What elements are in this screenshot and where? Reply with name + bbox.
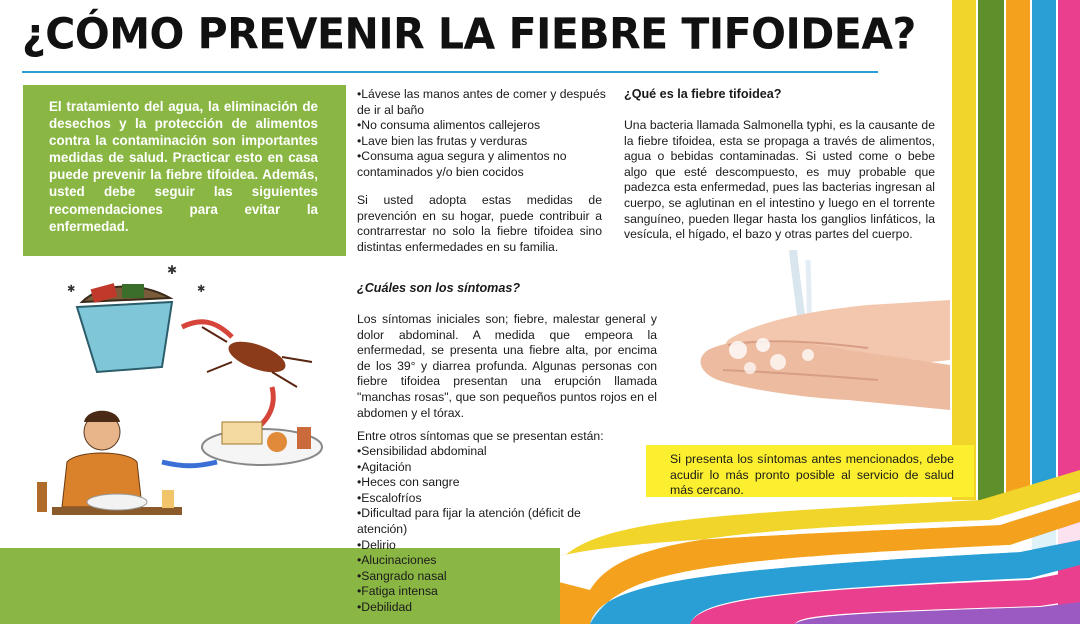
list-item: •Lave bien las frutas y verduras: [357, 133, 528, 148]
list-item: •Debilidad: [357, 599, 413, 614]
list-item: •Dificultad para fijar la atención (déficit de: [357, 506, 581, 521]
svg-text:✱: ✱: [67, 284, 76, 295]
list-item: •Sensibilidad abdominal: [357, 444, 487, 458]
what-is-heading: ¿Qué es la fiebre tifoidea?: [624, 87, 782, 101]
list-item: •No consuma alimentos callejeros: [357, 118, 541, 133]
list-item: •Agitación: [357, 459, 412, 474]
other-symptoms-list: [357, 444, 607, 616]
intro-box: [23, 85, 346, 256]
list-item: •Delirio: [357, 537, 396, 552]
symptoms-paragraph: Los síntomas iniciales son; fiebre, malestar general y dolor abdominal. A medida que empeora la enfermedad, se presenta una fiebre alta, por encima de los 39° y diarrea profunda. Algunas personas con fiebre tifoidea presentan una erupción llamada "manchas rosas", que son pequeños puntos rojos en el abdomen y el tórax.: [357, 312, 657, 420]
list-item: •Lávese las manos antes de comer y después de ir al baño: [357, 87, 606, 117]
other-symptoms-heading: Entre otros síntomas que se presentan están:: [357, 429, 604, 443]
list-item: •Alucinaciones: [357, 553, 437, 568]
symptoms-heading: ¿Cuáles son los síntomas?: [357, 281, 521, 295]
svg-text:✱: ✱: [197, 284, 206, 295]
list-item: •Heces con sangre: [357, 475, 460, 490]
contamination-illustration: [22, 262, 357, 542]
what-is-paragraph: Una bacteria llamada Salmonella typhi, es la causante de la fiebre tifoidea, esta se propaga a través de alimentos, agua o bebidas contaminadas. Si usted come o bebe algo que esté descompuesto, es muy probable que padezca esta enfermedad, pues las bacterias ingresan al cuerpo, se aglutinan en el intestino y luego en el torrente sanguíneo, pueden llegar hasta los ganglios linfáticos, la vesícula, el hígado, el bazo y otras partes del cuerpo.: [624, 118, 935, 242]
list-item: •Escalofríos: [357, 490, 422, 505]
list-item: •Sangrado nasal: [357, 568, 447, 583]
svg-text:✱: ✱: [167, 263, 178, 277]
list-item: •Fatiga intensa: [357, 584, 438, 599]
list-item: atención): [357, 521, 408, 536]
list-item: •Consuma agua segura y alimentos no contaminados y/o bien cocidos: [357, 149, 567, 179]
warning-text: Si presenta los síntomas antes mencionados, debe acudir lo más pronto posible al servicio de salud más cercano.: [670, 452, 954, 498]
recommendations-list: [357, 87, 607, 181]
intro-text: El tratamiento del agua, la eliminación de desechos y la protección de alimentos contra la contaminación son importantes medidas de salud. Practicar esto en casa puede prevenir la fiebre tifoidea. Además, usted debe seguir las siguientes recomendaciones para evitar la enfermedad.: [49, 99, 318, 234]
adopt-paragraph: Si usted adopta estas medidas de prevención en su hogar, puede contribuir a contrarrestar no solo la fiebre tifoidea sino distintas enfermedades en su familia.: [357, 193, 602, 254]
warning-box: [646, 445, 974, 497]
page-title: ¿CÓMO PREVENIR LA FIEBRE TIFOIDEA?: [22, 8, 916, 60]
title-underline: [22, 71, 878, 73]
hand-washing-image: [668, 250, 950, 420]
